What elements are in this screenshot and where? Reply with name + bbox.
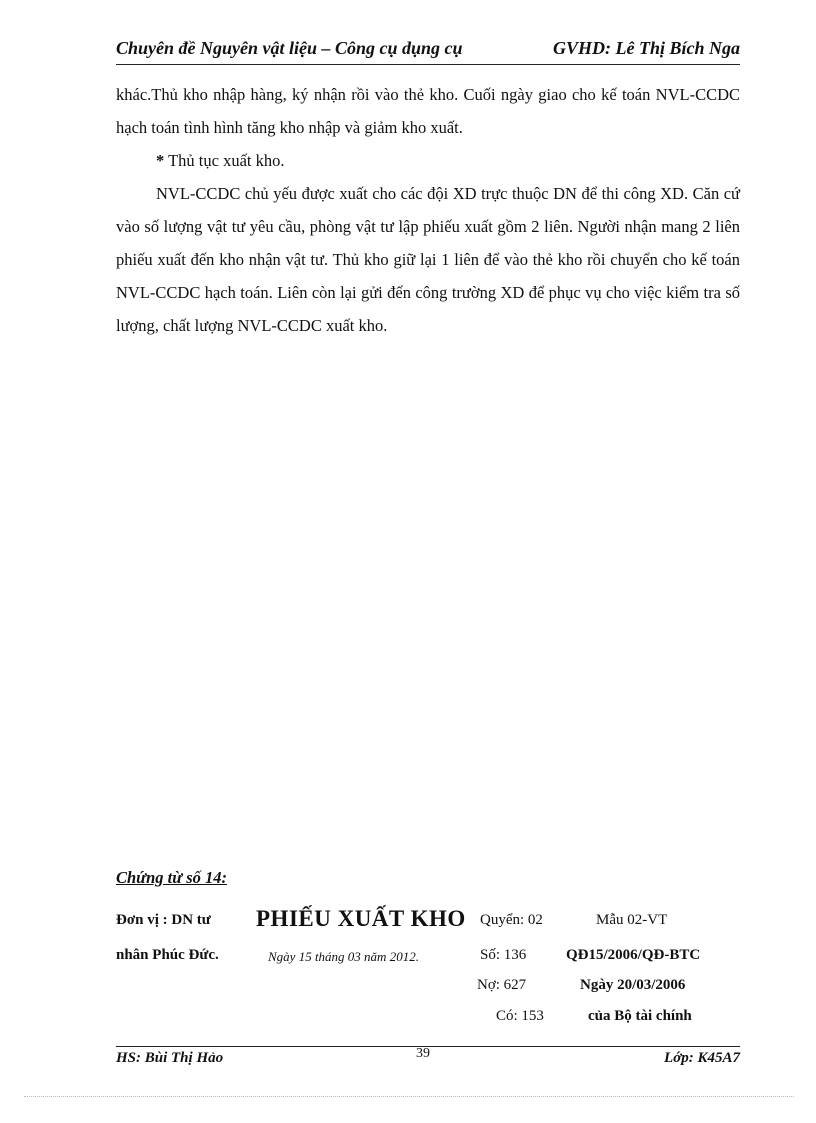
page-edge: [24, 1096, 794, 1097]
header-supervisor: GVHD: Lê Thị Bích Nga: [553, 38, 740, 58]
doc-number: Số: 136: [480, 947, 527, 963]
decision-date: Ngày 20/03/2006: [580, 977, 686, 993]
debit-account: Nợ: 627: [477, 977, 527, 993]
paragraph-2-text: Thủ tục xuất kho.: [168, 151, 285, 170]
credit-account: Có: 153: [496, 1008, 544, 1024]
footer-class: Lớp: K45A7: [664, 1050, 740, 1066]
book-number: Quyển: 02: [480, 912, 543, 928]
paragraph-2: [116, 144, 740, 177]
voucher-title: Chứng từ số 14:: [116, 868, 228, 887]
unit-line-1: Đơn vị : DN tư: [116, 912, 211, 928]
body-text: [116, 78, 740, 342]
doc-date: Ngày 15 tháng 03 năm 2012.: [268, 949, 419, 964]
decision-code: QĐ15/2006/QĐ-BTC: [566, 947, 701, 963]
page-header: [116, 38, 740, 62]
issuer: của Bộ tài chính: [588, 1008, 692, 1024]
footer-student: HS: Bùi Thị Hảo: [116, 1050, 224, 1066]
bullet-star: *: [156, 151, 165, 170]
form-code: Mẫu 02-VT: [596, 912, 668, 928]
header-topic: Chuyên đề Nguyên vật liệu – Công cụ dụng cụ: [116, 38, 463, 58]
unit-line-2: nhân Phúc Đức.: [116, 947, 219, 963]
page-number: 39: [416, 1046, 430, 1061]
paragraph-1: khác.Thủ kho nhập hàng, ký nhận rồi vào thẻ kho. Cuối ngày giao cho kế toán NVL-CCDC hạch toán tình hình tăng kho nhập và giảm kho xuất.: [116, 85, 740, 137]
header-divider: [116, 64, 740, 65]
doc-title: PHIẾU XUẤT KHO: [256, 906, 466, 931]
paragraph-3: NVL-CCDC chủ yếu được xuất cho các đội XD trực thuộc DN để thi công XD. Căn cứ vào số lượng vật tư yêu cầu, phòng vật tư lập phiếu xuất gồm 2 liên. Người nhận mang 2 liên phiếu xuất đến kho nhận vật tư. Thủ kho giữ lại 1 liên để vào thẻ kho rồi chuyển cho kế toán NVL-CCDC hạch toán. Liên còn lại gửi đến công trường XD để phục vụ cho việc kiểm tra số lượng, chất lượng NVL-CCDC xuất kho.: [116, 184, 740, 335]
